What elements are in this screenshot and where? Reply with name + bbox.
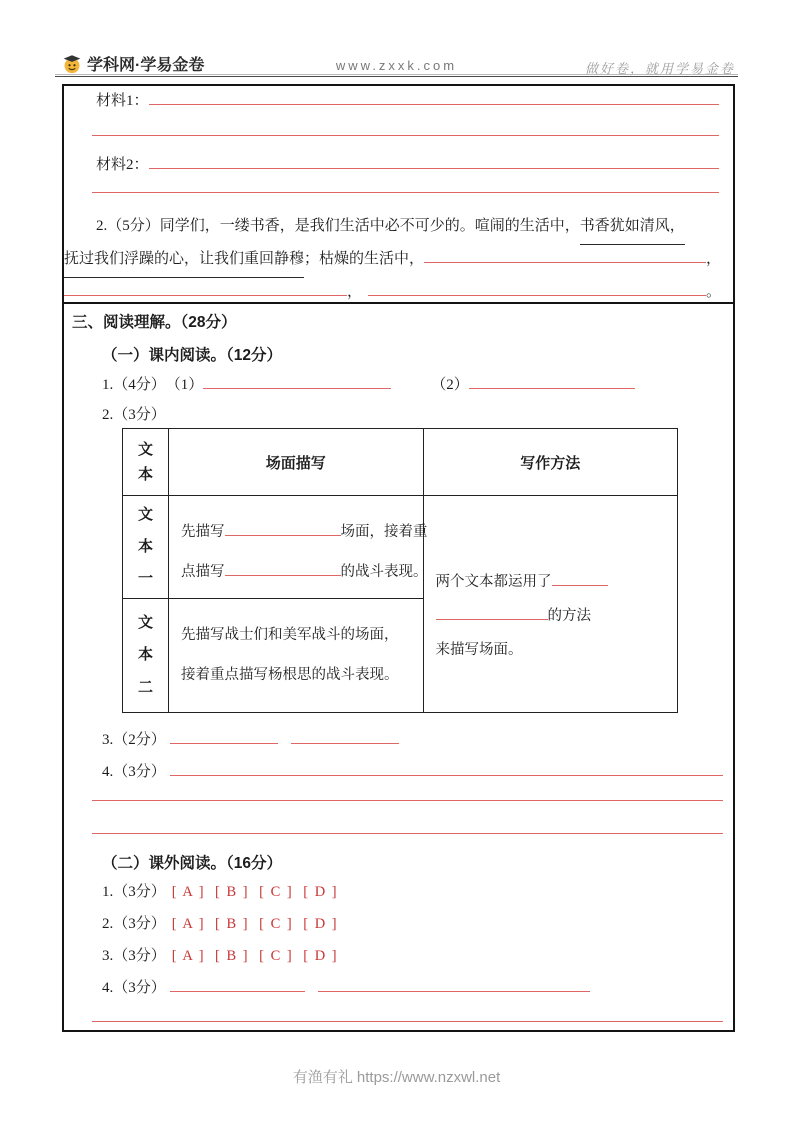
- part1-q3-row: [102, 729, 399, 751]
- part2-q1-row: [102, 881, 348, 903]
- mc-q2-label: 2.（3分）: [102, 916, 166, 932]
- q4-label: 4.（3分）: [102, 764, 166, 780]
- answer-blank[interactable]: [170, 729, 278, 744]
- q2-text: 2.（5分）同学们，一缕书香，是我们生活中必不可少的。喧闹的生活中，: [96, 218, 580, 234]
- text1-scene-line2: 点描写 的战斗表现。: [181, 564, 428, 580]
- option-a[interactable]: [ A ]: [171, 916, 206, 932]
- option-c[interactable]: [ C ]: [259, 884, 294, 900]
- answer-blank[interactable]: [170, 761, 723, 776]
- q1-sub1-label: （1）: [165, 377, 204, 393]
- option-c[interactable]: [ C ]: [259, 948, 294, 964]
- text1-label-cell: 文本一: [123, 496, 169, 599]
- part-2-title: （二）课外阅读。（16分）: [102, 855, 282, 872]
- material-1-blank[interactable]: [149, 90, 719, 105]
- method-line1: 两个文本都运用了: [436, 565, 666, 599]
- option-b[interactable]: [ B ]: [215, 948, 250, 964]
- answer-box: [62, 84, 735, 1032]
- zxxk-logo-icon: [62, 54, 82, 74]
- header-divider: [55, 74, 738, 77]
- text2-label-cell: 文本二: [123, 599, 169, 713]
- option-c[interactable]: [ C ]: [259, 916, 294, 932]
- answer-blank[interactable]: [225, 563, 341, 576]
- q2-label: 2.（3分）: [102, 407, 166, 423]
- q2-underlined-text: 书香犹如清风，: [580, 210, 685, 245]
- mc-q3-label: 3.（3分）: [102, 948, 166, 964]
- q1-sub2-label: （2）: [431, 377, 469, 393]
- q2-text: ；枯燥的生活中，: [304, 251, 425, 267]
- part2-q4-row: [102, 977, 590, 999]
- option-b[interactable]: [ B ]: [215, 916, 250, 932]
- part2-q2-row: [102, 913, 348, 935]
- punctuation: 。: [705, 284, 721, 300]
- q3-label: 3.（2分）: [102, 732, 166, 748]
- material-1-row: [96, 90, 719, 112]
- material-2-row: [96, 154, 719, 176]
- part-1-title: （一）课内阅读。（12分）: [102, 347, 282, 364]
- material-1-label: 材料1：: [96, 93, 149, 109]
- writing-line[interactable]: [92, 1021, 723, 1022]
- answer-blank[interactable]: [203, 374, 391, 389]
- section-divider: [64, 302, 733, 304]
- method-line3: 来描写场面。: [435, 642, 523, 658]
- writing-line[interactable]: [92, 833, 723, 834]
- punctuation: ，: [705, 251, 721, 267]
- table-header-row: [123, 429, 678, 496]
- option-d[interactable]: [ D ]: [303, 916, 339, 932]
- answer-blank[interactable]: [552, 573, 608, 586]
- part1-q1-row: [102, 374, 719, 396]
- part2-q3-row: [102, 945, 348, 967]
- answer-blank[interactable]: [64, 281, 347, 296]
- mc-q1-label: 1.（3分）: [102, 884, 166, 900]
- material-2-blank[interactable]: [149, 154, 719, 169]
- writing-line[interactable]: [92, 135, 719, 136]
- q2-line-3: [64, 276, 721, 309]
- q2-underlined-text: 抚过我们浮躁的心，让我们重回静穆: [64, 243, 304, 278]
- header-slogan: 做好卷，就用学易金卷: [584, 61, 735, 76]
- part1-q2-label-row: [102, 404, 166, 426]
- answer-blank[interactable]: [436, 607, 548, 620]
- answer-blank[interactable]: [424, 248, 706, 263]
- option-d[interactable]: [ D ]: [303, 948, 339, 964]
- text1-scene-cell: [169, 496, 428, 599]
- table-header-text-col: 文本: [123, 429, 169, 496]
- section-3-title: 三、阅读理解。（28分）: [72, 314, 237, 331]
- option-a[interactable]: [ A ]: [171, 884, 206, 900]
- option-d[interactable]: [ D ]: [303, 884, 339, 900]
- answer-blank[interactable]: [225, 523, 341, 536]
- answer-blank[interactable]: [318, 977, 590, 992]
- footer-link[interactable]: 有渔有礼 https://www.nzxwl.net: [292, 1069, 501, 1086]
- method-cell: [423, 496, 678, 713]
- header-url: www.zxxk.com: [335, 58, 458, 73]
- method-line2: 的方法: [436, 599, 666, 633]
- answer-blank[interactable]: [170, 977, 305, 992]
- text1-scene-line1: 先描写 场面，接着重: [181, 524, 428, 540]
- table-header-scene-col: 场面描写: [169, 429, 424, 496]
- punctuation: ，: [347, 284, 363, 300]
- q2-line-2: [64, 243, 721, 276]
- option-a[interactable]: [ A ]: [171, 948, 206, 964]
- answer-blank[interactable]: [469, 374, 635, 389]
- q2-line-1: [64, 210, 721, 243]
- answer-blank[interactable]: [368, 281, 706, 296]
- q1-label: 1.（4分）: [102, 377, 166, 393]
- option-b[interactable]: [ B ]: [215, 884, 250, 900]
- text2-scene-cell: 先描写战士们和美军战斗的场面，接着重点描写杨根思的战斗表现。: [169, 599, 424, 713]
- q4b-label: 4.（3分）: [102, 980, 166, 996]
- writing-line[interactable]: [92, 800, 723, 801]
- brand-name: 学科网·学易金卷: [87, 57, 205, 74]
- scene-description-table: [122, 428, 678, 713]
- table-header-method-col: 写作方法: [423, 429, 678, 496]
- table-row-text1: [123, 496, 678, 599]
- question-2-paragraph: [64, 210, 721, 309]
- part1-q4-row: [102, 761, 723, 783]
- material-2-label: 材料2：: [96, 157, 149, 173]
- answer-blank[interactable]: [291, 729, 399, 744]
- writing-line[interactable]: [92, 192, 719, 193]
- brand-logo-group: [62, 52, 204, 75]
